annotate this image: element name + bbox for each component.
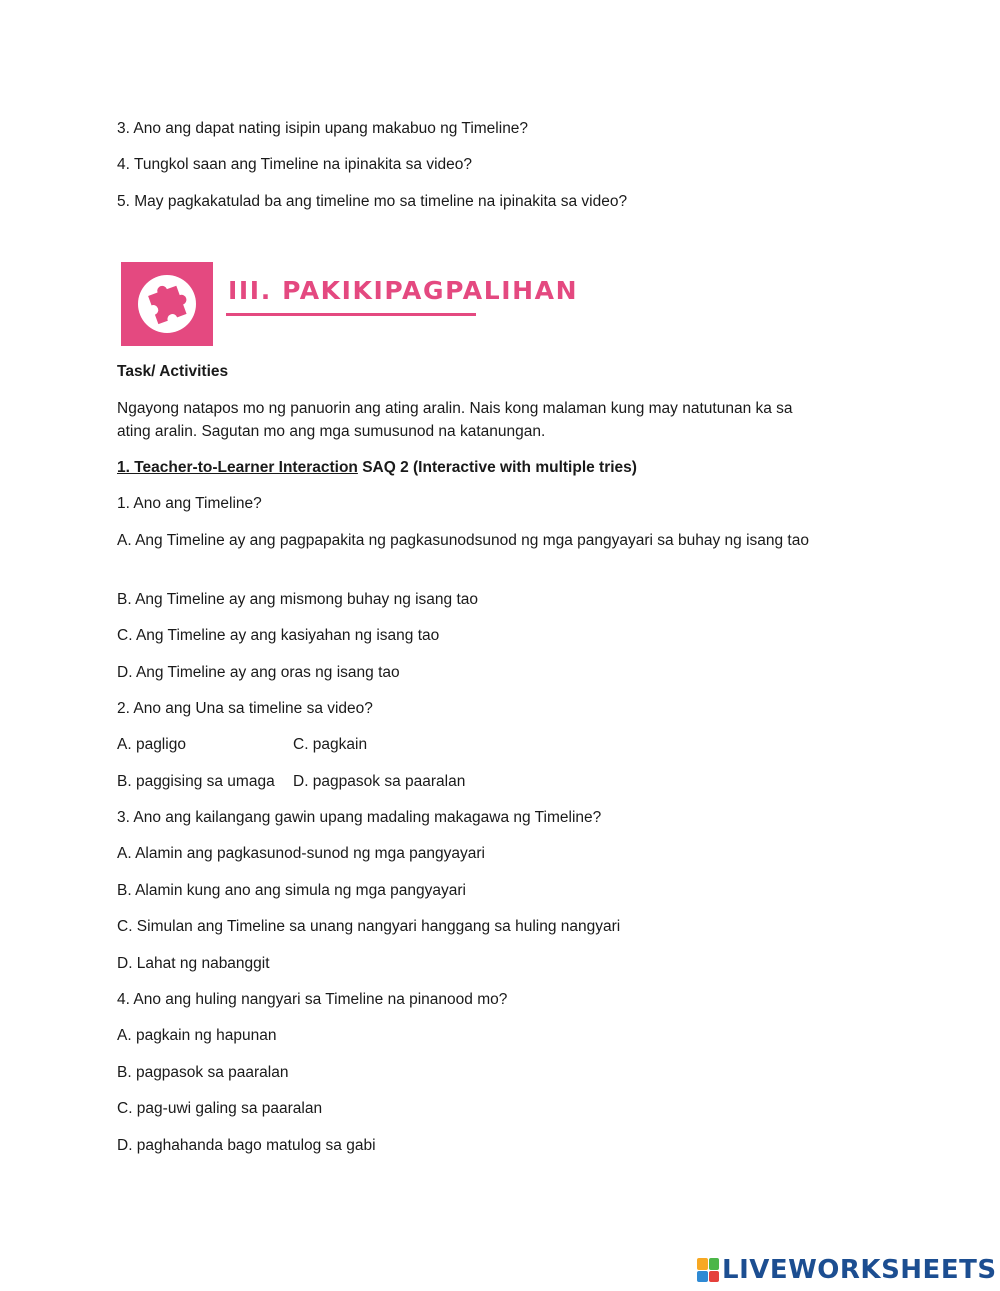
section-title-underline (226, 313, 476, 316)
q4-option-c[interactable]: C. pag-uwi galing sa paaralan (117, 1100, 323, 1117)
q4-option-b[interactable]: B. pagpasok sa paaralan (117, 1064, 289, 1081)
q3-option-b[interactable]: B. Alamin kung ano ang simula ng mga pangyayari (117, 882, 466, 899)
q3-option-d[interactable]: D. Lahat ng nabanggit (117, 955, 270, 972)
q2-option-a[interactable]: A. pagligo (117, 736, 186, 753)
liveworksheets-blocks-icon (697, 1258, 719, 1282)
instructions: Ngayong natapos mo ng panuorin ang ating aralin. Nais kong malaman kung may natutunan ka sa ating aralin. Sagutan mo ang mga sumusunod na katanungan. (117, 400, 793, 440)
q4-option-a[interactable]: A. pagkain ng hapunan (117, 1027, 277, 1044)
q1-option-a[interactable]: A. Ang Timeline ay ang pagpapakita ng pagkasunodsunod ng mga pangyayari sa buhay ng isang tao (117, 532, 809, 549)
q3-option-c[interactable]: C. Simulan ang Timeline sa unang nangyari hanggang sa huling nangyari (117, 918, 621, 935)
puzzle-piece-icon (121, 262, 213, 346)
q2-option-c[interactable]: C. pagkain (293, 736, 368, 753)
question-2: 2. Ano ang Una sa timeline sa video? (117, 700, 373, 717)
q1-option-b[interactable]: B. Ang Timeline ay ang mismong buhay ng isang tao (117, 591, 479, 608)
intro-question-4: 4. Tungkol saan ang Timeline na ipinakita sa video? (117, 156, 473, 173)
q1-option-d[interactable]: D. Ang Timeline ay ang oras ng isang tao (117, 664, 400, 681)
liveworksheets-wordmark: LIVEWORKSHEETS (722, 1255, 997, 1285)
interaction-suffix: SAQ 2 (Interactive with multiple tries) (357, 459, 637, 476)
section-title: III. PAKIKIPAGPALIHAN (228, 276, 579, 305)
intro-question-3: 3. Ano ang dapat nating isipin upang makabuo ng Timeline? (117, 120, 529, 137)
q1-option-c[interactable]: C. Ang Timeline ay ang kasiyahan ng isang tao (117, 627, 440, 644)
question-1: 1. Ano ang Timeline? (117, 495, 262, 512)
q3-option-a[interactable]: A. Alamin ang pagkasunod-sunod ng mga pangyayari (117, 845, 485, 862)
liveworksheets-logo (697, 1256, 997, 1284)
question-4: 4. Ano ang huling nangyari sa Timeline na pinanood mo? (117, 991, 508, 1008)
interaction-label: 1. Teacher-to-Learner Interaction (117, 459, 358, 476)
q4-option-d[interactable]: D. paghahanda bago matulog sa gabi (117, 1137, 376, 1154)
q2-option-b[interactable]: B. paggising sa umaga (117, 773, 275, 790)
task-heading: Task/ Activities (117, 363, 229, 380)
intro-question-5: 5. May pagkakatulad ba ang timeline mo sa timeline na ipinakita sa video? (117, 193, 628, 210)
question-3: 3. Ano ang kailangang gawin upang madaling makagawa ng Timeline? (117, 809, 602, 826)
q2-option-d[interactable]: D. pagpasok sa paaralan (293, 773, 466, 790)
interaction-heading (117, 456, 637, 479)
